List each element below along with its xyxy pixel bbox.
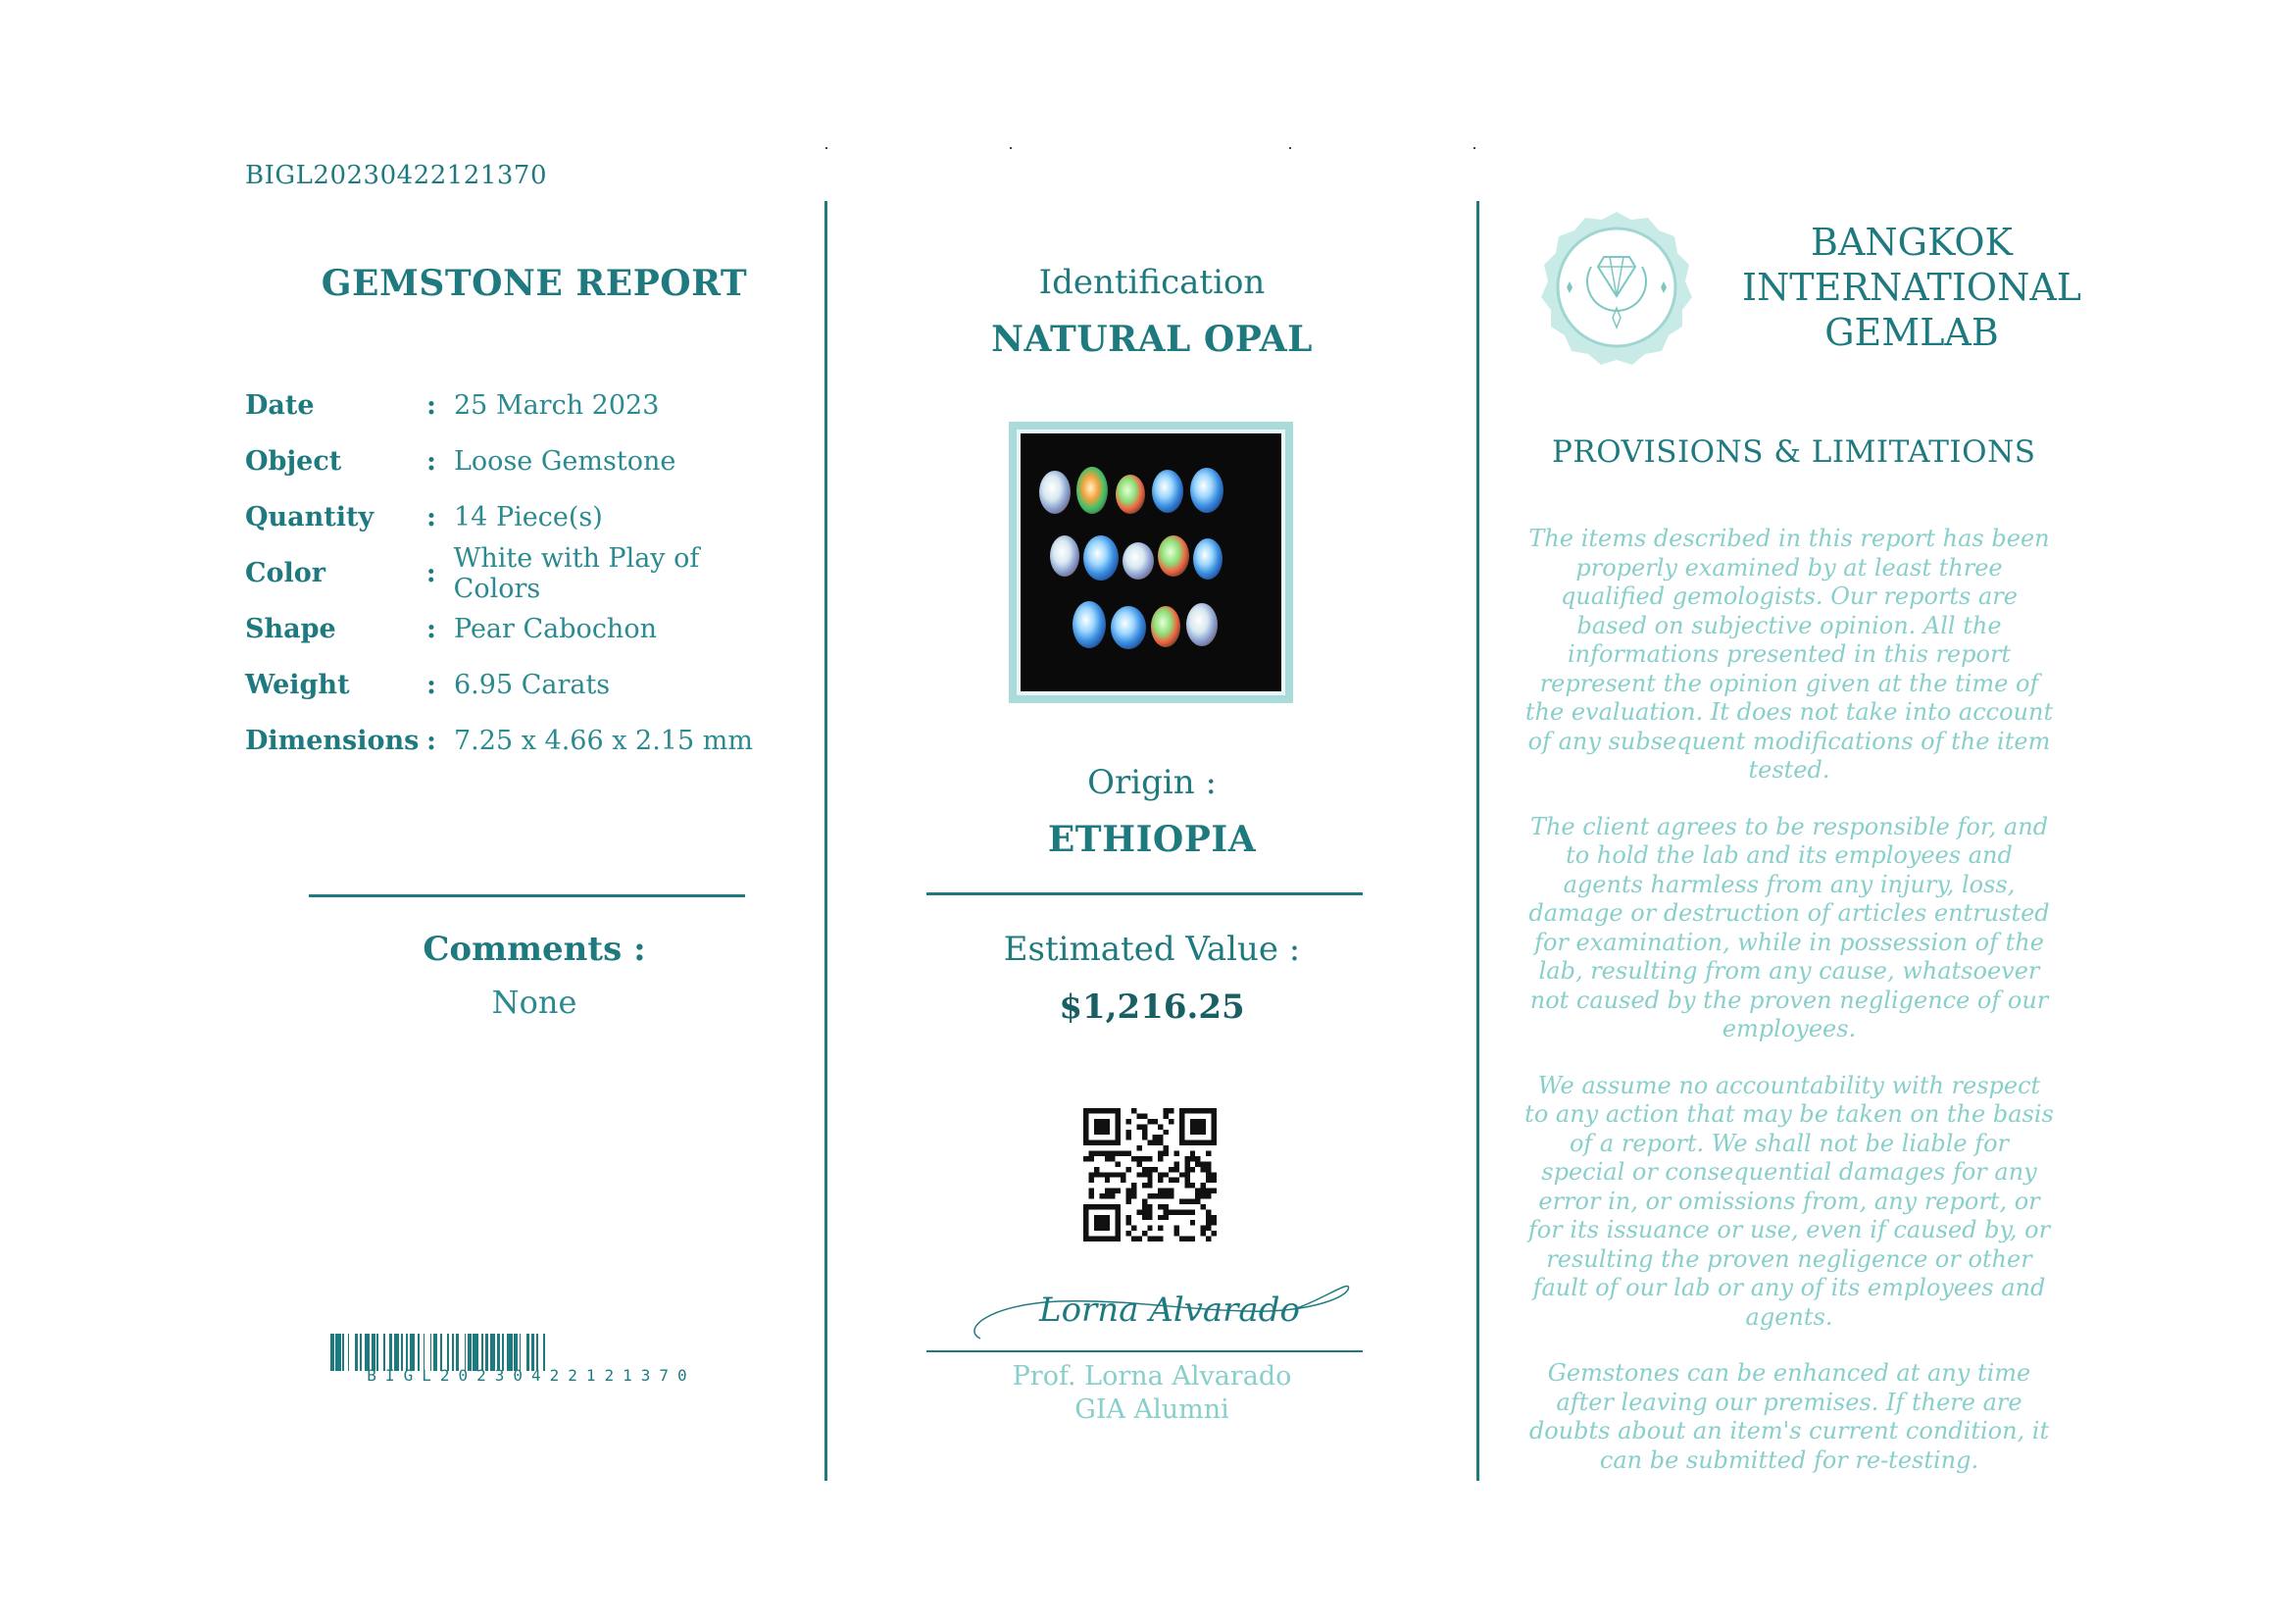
- opal-row-3: [1073, 601, 1218, 649]
- provisions-body: [1524, 525, 2054, 1502]
- spec-colon: :: [426, 502, 436, 532]
- provision-paragraph: Gemstones can be enhanced at any time after leaving our premises. If there are doubts about an item's current condition, it can be submitted for re-testing.: [1528, 1359, 2050, 1474]
- lab-name-line: BANGKOK: [1811, 221, 2013, 264]
- origin-label: Origin :: [1087, 763, 1217, 802]
- report-title: GEMSTONE REPORT: [321, 263, 748, 304]
- signer-name: Prof. Lorna Alvarado: [1012, 1361, 1292, 1392]
- spec-label: Date: [245, 390, 315, 421]
- signature-graphic: [951, 1270, 1353, 1348]
- signature-text: Lorna Alvarado: [1039, 1291, 1300, 1330]
- spec-label: Weight: [245, 670, 350, 700]
- spec-label: Quantity: [245, 502, 374, 532]
- spec-row-color: [245, 542, 794, 604]
- lab-seal-logo: [1537, 208, 1696, 367]
- panel-divider-left: [824, 201, 827, 1481]
- comments-label: Comments :: [423, 930, 646, 969]
- divider-rule: [926, 892, 1363, 895]
- spec-table: [245, 378, 794, 769]
- spec-value: 7.25 x 4.66 x 2.15 mm: [454, 726, 753, 756]
- opal-stones-image: [1021, 433, 1281, 691]
- barcode-text: BIGL20230422121370: [367, 1366, 696, 1385]
- lab-name-line: GEMLAB: [1824, 311, 1999, 354]
- spec-row-weight: [245, 657, 794, 713]
- spec-row-shape: [245, 601, 794, 657]
- panel-divider-right: [1476, 201, 1479, 1481]
- origin-value: ETHIOPIA: [1047, 819, 1257, 860]
- report-id: BIGL20230422121370: [245, 161, 547, 190]
- spec-label: Dimensions: [245, 726, 420, 756]
- spec-value: 6.95 Carats: [454, 670, 611, 700]
- spec-row-object: [245, 433, 794, 489]
- spec-colon: :: [426, 390, 436, 421]
- spec-row-date: [245, 378, 794, 433]
- spec-colon: :: [426, 670, 436, 700]
- gem-photo: [1017, 430, 1285, 695]
- spec-colon: :: [426, 446, 436, 477]
- spec-colon: :: [426, 614, 436, 644]
- qr-code: [1083, 1108, 1217, 1241]
- page-dot: [1473, 147, 1475, 149]
- spec-label: Color: [245, 558, 325, 588]
- provision-paragraph: We assume no accountability with respect to any action that may be taken on the basis of a report. We shall not be liable for special or consequential damages for any error in, or omissions from, any report, or for its issuance or use, even if caused by, or resulting the proven negligence or other fault of our lab or any of its employees and agents.: [1524, 1071, 2054, 1331]
- opal-row-2: [1050, 535, 1223, 581]
- spec-value: Pear Cabochon: [454, 614, 657, 644]
- opal-row-1: [1039, 467, 1223, 514]
- spec-value: 25 March 2023: [454, 390, 660, 421]
- spec-row-dimensions: [245, 713, 794, 769]
- estimated-value: $1,216.25: [1059, 988, 1245, 1027]
- spec-value: Loose Gemstone: [454, 446, 676, 477]
- spec-colon: :: [426, 726, 436, 756]
- identification-label: Identification: [1038, 263, 1266, 302]
- spec-value: 14 Piece(s): [454, 502, 603, 532]
- spec-colon: :: [425, 558, 436, 588]
- lab-name: [1735, 220, 2088, 355]
- signer-title: GIA Alumni: [1074, 1394, 1229, 1425]
- gem-photo-frame: [1009, 422, 1293, 703]
- provision-paragraph: The items described in this report has been properly examined by at least three qualified gemologists. Our reports are based on subjective opinion. All the informations presented in this report represent the opinion given at the time of the evaluation. It does not take into account of any subsequent modifications of the item tested.: [1524, 525, 2054, 784]
- signature-line: [926, 1350, 1363, 1352]
- identification-value: NATURAL OPAL: [991, 319, 1313, 360]
- lab-name-line: INTERNATIONAL: [1741, 266, 2081, 309]
- spec-value: White with Play of Colors: [453, 542, 700, 604]
- spec-label: Shape: [245, 614, 336, 644]
- spec-label: Object: [245, 446, 342, 477]
- provisions-title: PROVISIONS & LIMITATIONS: [1552, 434, 2036, 470]
- divider-rule: [309, 894, 745, 897]
- page-dot: [1289, 147, 1291, 149]
- comments-value: None: [491, 984, 577, 1021]
- provision-paragraph: The client agrees to be responsible for, and to hold the lab and its employees and agents harmless from any injury, loss, damage or destruction of articles entrusted for examination, while in possession of the lab, resulting from any cause, whatsoever not caused by the proven negligence of our employees.: [1528, 812, 2050, 1042]
- spec-row-quantity: [245, 489, 794, 545]
- estimated-value-label: Estimated Value :: [1003, 930, 1301, 969]
- page-dot: [1010, 147, 1012, 149]
- page-dot: [825, 147, 827, 149]
